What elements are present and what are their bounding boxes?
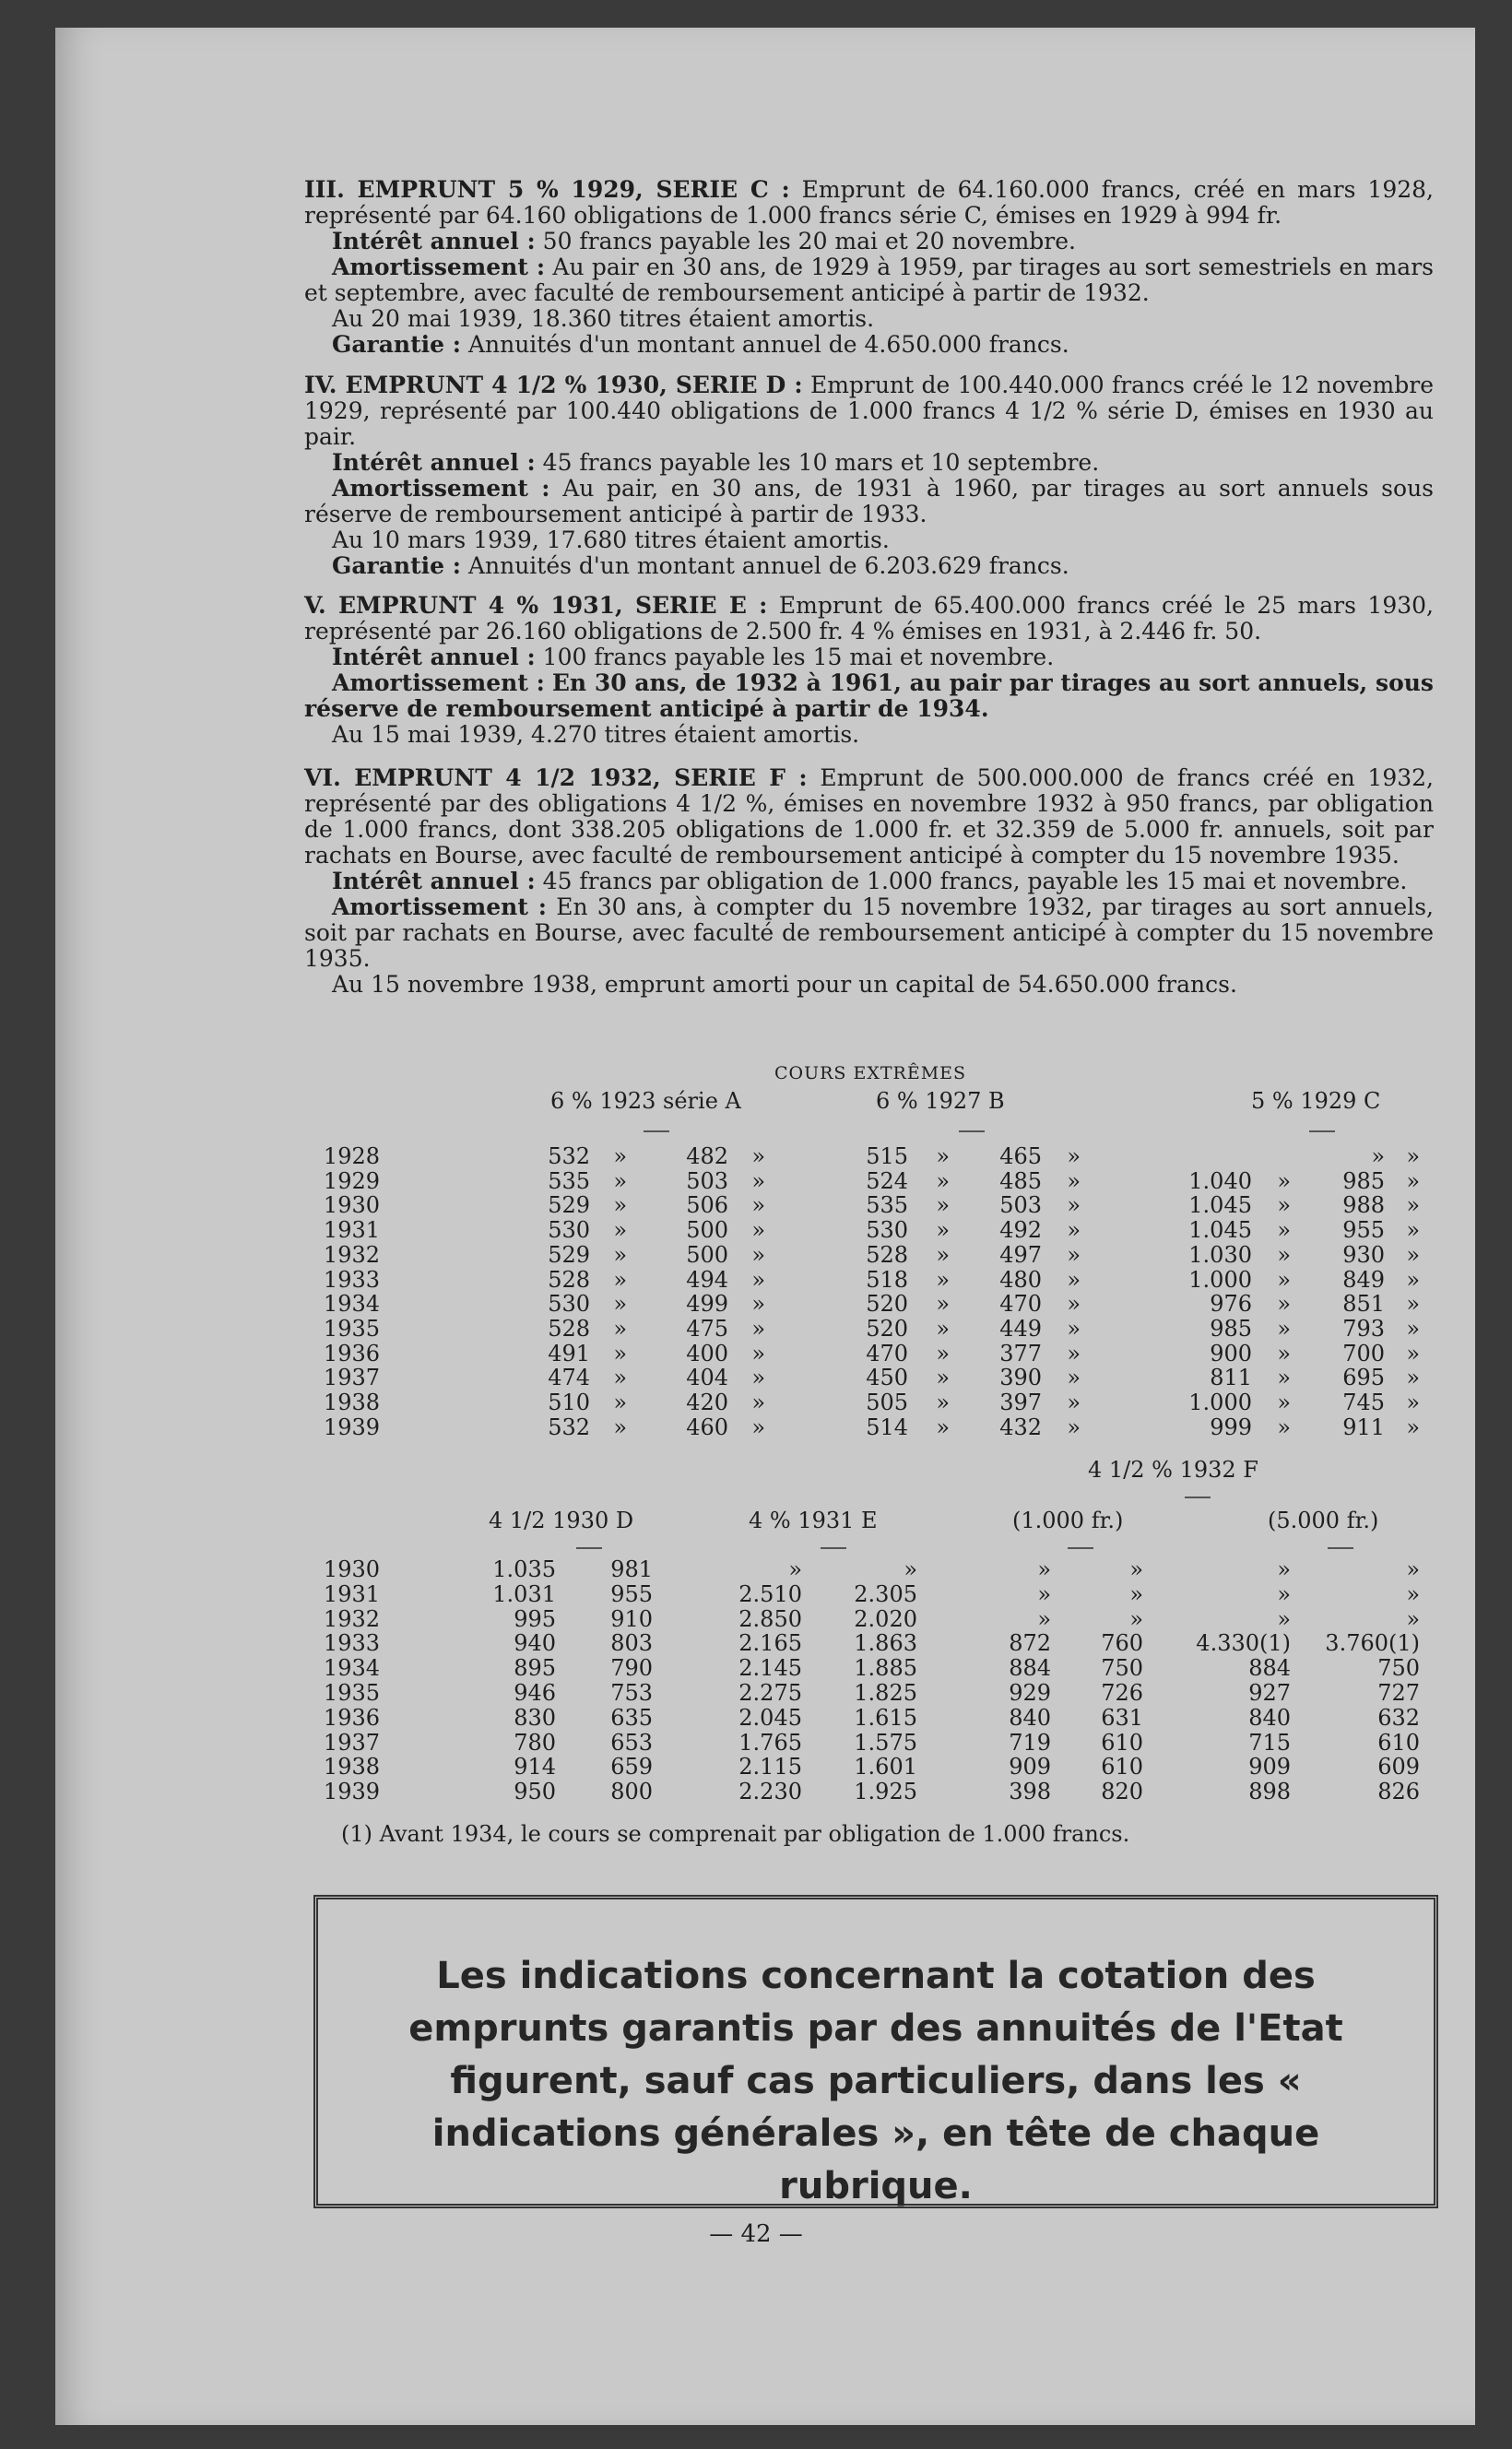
table-cell: »	[1277, 1556, 1291, 1582]
table-cell: 1.863	[854, 1630, 917, 1657]
table-cell: 528	[866, 1241, 908, 1268]
line-text: Au pair en 30 ans, de 1929 à 1959, par tirages au sort semestriels en mars et septembre, avec faculté de remboursement anticipé à partir de 1932.	[304, 254, 1434, 306]
table-cell: 465	[999, 1143, 1042, 1169]
row-year: 1932	[323, 1605, 380, 1632]
table-cell: »	[1129, 1556, 1143, 1582]
column-header: (5.000 fr.)	[1268, 1508, 1379, 1533]
table-cell: »	[1067, 1192, 1081, 1219]
line-text: Au 15 novembre 1938, emprunt amorti pour un capital de 54.650.000 francs.	[332, 971, 1237, 998]
table-cell: »	[751, 1143, 765, 1169]
table-cell: 492	[999, 1217, 1042, 1244]
table-cell: »	[1067, 1266, 1081, 1293]
line-label: Amortissement :	[332, 669, 545, 696]
table-cell: 609	[1377, 1754, 1420, 1781]
table-cell: »	[1129, 1605, 1143, 1632]
table-cell: »	[788, 1556, 802, 1582]
table-cell: »	[751, 1192, 765, 1219]
page-number: — 42 —	[709, 2220, 803, 2248]
table-cell: 653	[610, 1729, 653, 1756]
row-year: 1934	[323, 1655, 380, 1682]
table-cell: 482	[686, 1143, 728, 1169]
table-cell: »	[936, 1217, 950, 1244]
table-cell: 499	[686, 1291, 728, 1318]
line-text: Au 20 mai 1939, 18.360 titres étaient amortis.	[332, 305, 875, 332]
line-text: Annuités d'un montant annuel de 4.650.000 francs.	[467, 331, 1069, 358]
section-lead: Emprunt de 64.160.000 francs, créé en mars 1928, représenté par 64.160 obligations de 1.000 francs série C, émises en 1929 à 994 fr.	[304, 176, 1434, 229]
table-cell: 2.510	[738, 1580, 802, 1607]
table-cell: »	[751, 1315, 765, 1342]
table-cell: »	[1406, 1365, 1420, 1391]
line-text: Au 10 mars 1939, 17.680 titres étaient amortis.	[332, 526, 890, 553]
table-cell: »	[936, 1143, 950, 1169]
line-text: Annuités d'un montant annuel de 6.203.629 francs.	[467, 552, 1069, 579]
table-cell: 470	[999, 1291, 1042, 1318]
table-cell: 631	[1101, 1704, 1143, 1731]
table-cell: »	[1067, 1291, 1081, 1318]
table-cell: 985	[1342, 1167, 1385, 1194]
row-year: 1939	[323, 1414, 380, 1440]
table-cell: 515	[866, 1143, 908, 1169]
table-cell: 985	[1210, 1315, 1252, 1342]
table-cell: 900	[1210, 1340, 1252, 1366]
row-year: 1936	[323, 1340, 380, 1366]
section-iv	[304, 373, 1434, 579]
table-cell: 2.020	[854, 1605, 917, 1632]
table-cell: 2.115	[738, 1754, 802, 1781]
table-cell: 1.765	[738, 1729, 802, 1756]
table-cell: 911	[1342, 1414, 1385, 1440]
table-cell: »	[904, 1556, 917, 1582]
table-cell: 535	[866, 1192, 908, 1219]
line-label: Garantie :	[332, 552, 461, 579]
row-year: 1930	[323, 1192, 380, 1219]
row-year: 1931	[323, 1580, 380, 1607]
table-cell: 745	[1342, 1390, 1385, 1415]
row-year: 1932	[323, 1241, 380, 1268]
table-cell: »	[1277, 1340, 1291, 1366]
table-cell: 976	[1210, 1291, 1252, 1318]
table-cell: »	[1067, 1365, 1081, 1391]
table-cell: 840	[1248, 1704, 1291, 1731]
row-year: 1933	[323, 1630, 380, 1657]
table-cell: 999	[1210, 1414, 1252, 1440]
table-cell: 695	[1342, 1365, 1385, 1391]
table-cell: 811	[1210, 1365, 1252, 1391]
table-cell: »	[613, 1266, 627, 1293]
table-cell: »	[613, 1365, 627, 1391]
table-cell: »	[936, 1365, 950, 1391]
table-cell: »	[613, 1315, 627, 1342]
table-cell: 884	[1009, 1655, 1051, 1682]
table-cell: »	[1277, 1167, 1291, 1194]
table-cell: »	[1277, 1217, 1291, 1244]
line-text: 45 francs par obligation de 1.000 francs, payable les 15 mai et novembre.	[542, 868, 1408, 894]
table-cell: 803	[610, 1630, 653, 1657]
table-cell: »	[936, 1291, 950, 1318]
table-cell: 1.575	[854, 1729, 917, 1756]
section-heading: IV. EMPRUNT 4 1/2 % 1930, SERIE D :	[304, 372, 803, 398]
notice-text: Les indications concernant la cotation des emprunts garantis par des annuités de l'Etat figurent, sauf cas particuliers, dans les « indications générales », en tête de chaque rubrique.	[408, 1955, 1343, 2207]
row-year: 1935	[323, 1315, 380, 1342]
line-text: En 30 ans, de 1932 à 1961, au pair par tirages au sort annuels, sous réserve de remboursement anticipé à partir de 1934.	[304, 669, 1434, 722]
table-cell: 397	[999, 1390, 1042, 1415]
table-cell: »	[751, 1414, 765, 1440]
table-cell: 927	[1248, 1680, 1291, 1706]
line-label: Garantie :	[332, 331, 461, 358]
table-cell: »	[936, 1315, 950, 1342]
table-cell: »	[1067, 1390, 1081, 1415]
table-cell: 491	[548, 1340, 590, 1366]
row-year: 1936	[323, 1704, 380, 1731]
line-text: Au pair, en 30 ans, de 1931 à 1960, par tirages au sort annuels sous réserve de remboursement anticipé à partir de 1933.	[304, 475, 1434, 527]
table-cell: 895	[514, 1655, 556, 1682]
row-year: 1934	[323, 1291, 380, 1318]
table-cell: 830	[514, 1704, 556, 1731]
table-cell: 760	[1101, 1630, 1143, 1657]
line-text: 50 francs payable les 20 mai et 20 novembre.	[542, 228, 1076, 254]
table-cell: »	[751, 1291, 765, 1318]
table-cell: »	[751, 1266, 765, 1293]
table-cell: »	[936, 1390, 950, 1415]
table-cell: 610	[1377, 1729, 1420, 1756]
table-cell: 1.045	[1188, 1217, 1252, 1244]
table-cell: 910	[610, 1605, 653, 1632]
table-cell: 849	[1342, 1266, 1385, 1293]
table-cell: 909	[1009, 1754, 1051, 1781]
table-cell: 2.850	[738, 1605, 802, 1632]
table-cell: »	[613, 1192, 627, 1219]
table-cell: 981	[610, 1556, 653, 1582]
table-cell: »	[1406, 1605, 1420, 1632]
table-cell: 518	[866, 1266, 908, 1293]
table-cell: 946	[514, 1680, 556, 1706]
table-cell: »	[751, 1167, 765, 1194]
table-cell: 460	[686, 1414, 728, 1440]
table-cell: 1.000	[1188, 1390, 1252, 1415]
table-cell: 930	[1342, 1241, 1385, 1268]
super-header: 4 1/2 % 1932 F	[1088, 1457, 1258, 1483]
table-cell: »	[1406, 1414, 1420, 1440]
line-label: Intérêt annuel :	[332, 228, 536, 254]
table-cell: »	[1406, 1192, 1420, 1219]
table-cell: 1.825	[854, 1680, 917, 1706]
table-cell: »	[1067, 1414, 1081, 1440]
table-cell: 1.000	[1188, 1266, 1252, 1293]
table-cell: 635	[610, 1704, 653, 1731]
row-year: 1938	[323, 1390, 380, 1415]
column-header: (1.000 fr.)	[1012, 1508, 1124, 1533]
row-year: 1938	[323, 1754, 380, 1781]
column-header: 4 % 1931 E	[749, 1508, 878, 1533]
table-cell: 450	[866, 1365, 908, 1391]
table-cell: 1.615	[854, 1704, 917, 1731]
table-cell: 940	[514, 1630, 556, 1657]
section-v	[304, 593, 1434, 748]
table-cell: 780	[514, 1729, 556, 1756]
table-cell: 535	[548, 1167, 590, 1194]
table-cell: 3.760(1)	[1325, 1630, 1420, 1657]
table-cell: 2.230	[738, 1779, 802, 1805]
table-cell: »	[1277, 1390, 1291, 1415]
table-cell: 1.601	[854, 1754, 917, 1781]
line-label: Amortissement :	[332, 254, 546, 280]
table-cell: »	[613, 1167, 627, 1194]
section-lead: Emprunt de 100.440.000 francs créé le 12 novembre 1929, représenté par 100.440 obligations de 1.000 francs 4 1/2 % série D, émises en 1930 au pair.	[304, 372, 1434, 450]
footnote: (1) Avant 1934, le cours se comprenait par obligation de 1.000 francs.	[341, 1821, 1130, 1847]
table-cell: 529	[548, 1241, 590, 1268]
row-year: 1937	[323, 1729, 380, 1756]
column-header: 6 % 1927 B	[876, 1088, 1005, 1114]
line-text: 100 francs payable les 15 mai et novembre.	[542, 644, 1055, 670]
table-cell: »	[751, 1340, 765, 1366]
table-cell: 659	[610, 1754, 653, 1781]
table-cell: »	[936, 1241, 950, 1268]
table-cell: 800	[610, 1779, 653, 1805]
row-year: 1937	[323, 1365, 380, 1391]
table-cell: »	[1406, 1143, 1420, 1169]
table-cell: 820	[1101, 1779, 1143, 1805]
table-cell: »	[1067, 1217, 1081, 1244]
column-header: 6 % 1923 série A	[550, 1088, 741, 1114]
table-cell: 914	[514, 1754, 556, 1781]
table-cell: 494	[686, 1266, 728, 1293]
table-cell: 2.275	[738, 1680, 802, 1706]
table-cell: 610	[1101, 1729, 1143, 1756]
section-heading: V. EMPRUNT 4 % 1931, SERIE E :	[304, 592, 768, 619]
table-cell: »	[936, 1192, 950, 1219]
line-label: Intérêt annuel :	[332, 449, 536, 476]
table-cell: 503	[686, 1167, 728, 1194]
section-lead: Emprunt de 500.000.000 de francs créé en 1932, représenté par des obligations 4 1/2 %, émises en novembre 1932 à 950 francs, par obligation de 1.000 francs, dont 338.205 obligations de 1.000 fr. et 32.359 de 5.000 fr. annuels, soit par rachats en Bourse, avec faculté de remboursement anticipé à compter du 15 novembre 1935.	[304, 764, 1434, 869]
table-cell: »	[1406, 1315, 1420, 1342]
table-cell: »	[1037, 1605, 1051, 1632]
table-cell: 2.305	[854, 1580, 917, 1607]
table-cell: 500	[686, 1241, 728, 1268]
table-cell: 790	[610, 1655, 653, 1682]
table-cell: 950	[514, 1779, 556, 1805]
table-cell: 506	[686, 1192, 728, 1219]
table-cell: »	[1277, 1414, 1291, 1440]
notice-box	[313, 1895, 1438, 2208]
table-cell: »	[1406, 1241, 1420, 1268]
table-cell: 510	[548, 1390, 590, 1415]
table-cell: »	[1067, 1241, 1081, 1268]
table-cell: 528	[548, 1315, 590, 1342]
table-cell: »	[1277, 1315, 1291, 1342]
table-cell: »	[936, 1340, 950, 1366]
table-cell: 995	[514, 1605, 556, 1632]
table-cell: 1.045	[1188, 1192, 1252, 1219]
table-cell: 719	[1009, 1729, 1051, 1756]
table-cell: 750	[1377, 1655, 1420, 1682]
table-cell: 909	[1248, 1754, 1291, 1781]
table-cell: 532	[548, 1414, 590, 1440]
table-cell: »	[1406, 1340, 1420, 1366]
table-cell: 872	[1009, 1630, 1051, 1657]
table-cell: 530	[866, 1217, 908, 1244]
table-cell: 1.031	[492, 1580, 556, 1607]
table-cell: 398	[1009, 1779, 1051, 1805]
row-year: 1929	[323, 1167, 380, 1194]
table-cell: 1.040	[1188, 1167, 1252, 1194]
table-cell: 793	[1342, 1315, 1385, 1342]
table-cell: 480	[999, 1266, 1042, 1293]
table-cell: 1.885	[854, 1655, 917, 1682]
table-cell: 2.045	[738, 1704, 802, 1731]
table-cell: 610	[1101, 1754, 1143, 1781]
table-cell: »	[1277, 1241, 1291, 1268]
table-cell: 532	[548, 1143, 590, 1169]
table-cell: »	[1067, 1315, 1081, 1342]
table-cell: 715	[1248, 1729, 1291, 1756]
table-cell: 497	[999, 1241, 1042, 1268]
table-cell: »	[751, 1241, 765, 1268]
table-cell: »	[1277, 1605, 1291, 1632]
table-cell: 884	[1248, 1655, 1291, 1682]
table-cell: »	[1406, 1167, 1420, 1194]
table-cell: 449	[999, 1315, 1042, 1342]
table-cell: »	[1406, 1390, 1420, 1415]
table-cell: »	[936, 1167, 950, 1194]
table-cell: 929	[1009, 1680, 1051, 1706]
table-cell: 530	[548, 1217, 590, 1244]
table-cell: »	[1406, 1291, 1420, 1318]
table-cell: »	[751, 1217, 765, 1244]
table-cell: »	[1277, 1365, 1291, 1391]
row-year: 1933	[323, 1266, 380, 1293]
table-cell: 529	[548, 1192, 590, 1219]
section-iii	[304, 177, 1434, 358]
line-label: Intérêt annuel :	[332, 644, 536, 670]
table-cell: 955	[610, 1580, 653, 1607]
table-cell: 400	[686, 1340, 728, 1366]
line-label: Intérêt annuel :	[332, 868, 536, 894]
table-cell: »	[1406, 1580, 1420, 1607]
table-cell: 520	[866, 1291, 908, 1318]
table-cell: »	[1129, 1580, 1143, 1607]
table-cell: 1.030	[1188, 1241, 1252, 1268]
line-label: Amortissement :	[332, 893, 548, 920]
table-cell: 750	[1101, 1655, 1143, 1682]
table-cell: »	[1406, 1556, 1420, 1582]
table-cell: »	[936, 1414, 950, 1440]
table-cell: 377	[999, 1340, 1042, 1366]
table-cell: 840	[1009, 1704, 1051, 1731]
table-cell: 514	[866, 1414, 908, 1440]
table-cell: »	[1067, 1143, 1081, 1169]
table-cell: 485	[999, 1167, 1042, 1194]
line-text: Au 15 mai 1939, 4.270 titres étaient amortis.	[332, 721, 860, 748]
table-cell: »	[613, 1291, 627, 1318]
section-heading: VI. EMPRUNT 4 1/2 1932, SERIE F :	[304, 764, 808, 791]
table-cell: 4.330(1)	[1196, 1630, 1291, 1657]
table-cell: 474	[548, 1365, 590, 1391]
line-text: En 30 ans, à compter du 15 novembre 1932, par tirages au sort annuels, soit par rachats en Bourse, avec faculté de remboursement anticipé à compter du 15 novembre 1935.	[304, 893, 1434, 972]
line-label: Amortissement :	[332, 475, 550, 502]
table-cell: »	[1406, 1266, 1420, 1293]
table-cell: 500	[686, 1217, 728, 1244]
table-cell: »	[1037, 1580, 1051, 1607]
row-year: 1935	[323, 1680, 380, 1706]
table-cell: 851	[1342, 1291, 1385, 1318]
table-cell: 524	[866, 1167, 908, 1194]
section-lead: Emprunt de 65.400.000 francs créé le 25 mars 1930, représenté par 26.160 obligations de 2.500 fr. 4 % émises en 1931, à 2.446 fr. 50.	[304, 592, 1434, 645]
table-cell: 432	[999, 1414, 1042, 1440]
table-cell: »	[1037, 1556, 1051, 1582]
table-cell: »	[613, 1217, 627, 1244]
row-year: 1931	[323, 1217, 380, 1244]
table-cell: 753	[610, 1680, 653, 1706]
table-cell: 700	[1342, 1340, 1385, 1366]
section-vi	[304, 765, 1434, 998]
table-cell: 898	[1248, 1779, 1291, 1805]
column-header: 5 % 1929 C	[1251, 1088, 1381, 1114]
row-year: 1939	[323, 1779, 380, 1805]
table-cell: »	[613, 1414, 627, 1440]
table-cell: 420	[686, 1390, 728, 1415]
row-year: 1930	[323, 1556, 380, 1582]
table-cell: 2.145	[738, 1655, 802, 1682]
table-caption: COURS EXTRÊMES	[774, 1063, 967, 1083]
line-text: 45 francs payable les 10 mars et 10 septembre.	[542, 449, 1100, 476]
table-cell: 955	[1342, 1217, 1385, 1244]
table-cell: 530	[548, 1291, 590, 1318]
table-cell: »	[1277, 1291, 1291, 1318]
table-cell: 727	[1377, 1680, 1420, 1706]
table-cell: 470	[866, 1340, 908, 1366]
table-cell: 988	[1342, 1192, 1385, 1219]
table-cell: 528	[548, 1266, 590, 1293]
table-cell: 726	[1101, 1680, 1143, 1706]
table-cell: 404	[686, 1365, 728, 1391]
table-cell: 826	[1377, 1779, 1420, 1805]
table-cell: 1.035	[492, 1556, 556, 1582]
table-cell: 505	[866, 1390, 908, 1415]
table-cell: »	[1406, 1217, 1420, 1244]
table-cell: »	[613, 1340, 627, 1366]
table-cell: »	[1277, 1266, 1291, 1293]
row-year: 1928	[323, 1143, 380, 1169]
table-cell: »	[936, 1266, 950, 1293]
table-cell: »	[751, 1390, 765, 1415]
table-cell: 503	[999, 1192, 1042, 1219]
table-cell: 520	[866, 1315, 908, 1342]
table-cell: 475	[686, 1315, 728, 1342]
table-cell: »	[1277, 1192, 1291, 1219]
table-cell: »	[613, 1390, 627, 1415]
table-cell: »	[613, 1241, 627, 1268]
table-cell: »	[751, 1365, 765, 1391]
table-cell: 390	[999, 1365, 1042, 1391]
column-header: 4 1/2 1930 D	[489, 1508, 634, 1533]
table-cell: 632	[1377, 1704, 1420, 1731]
table-cell: »	[1067, 1340, 1081, 1366]
table-cell: 1.925	[854, 1779, 917, 1805]
table-cell: »	[613, 1143, 627, 1169]
section-heading: III. EMPRUNT 5 % 1929, SERIE C :	[304, 176, 790, 203]
table-cell: 2.165	[738, 1630, 802, 1657]
table-cell: »	[1277, 1580, 1291, 1607]
table-cell: »	[1067, 1167, 1081, 1194]
table-cell: »	[1371, 1143, 1385, 1169]
